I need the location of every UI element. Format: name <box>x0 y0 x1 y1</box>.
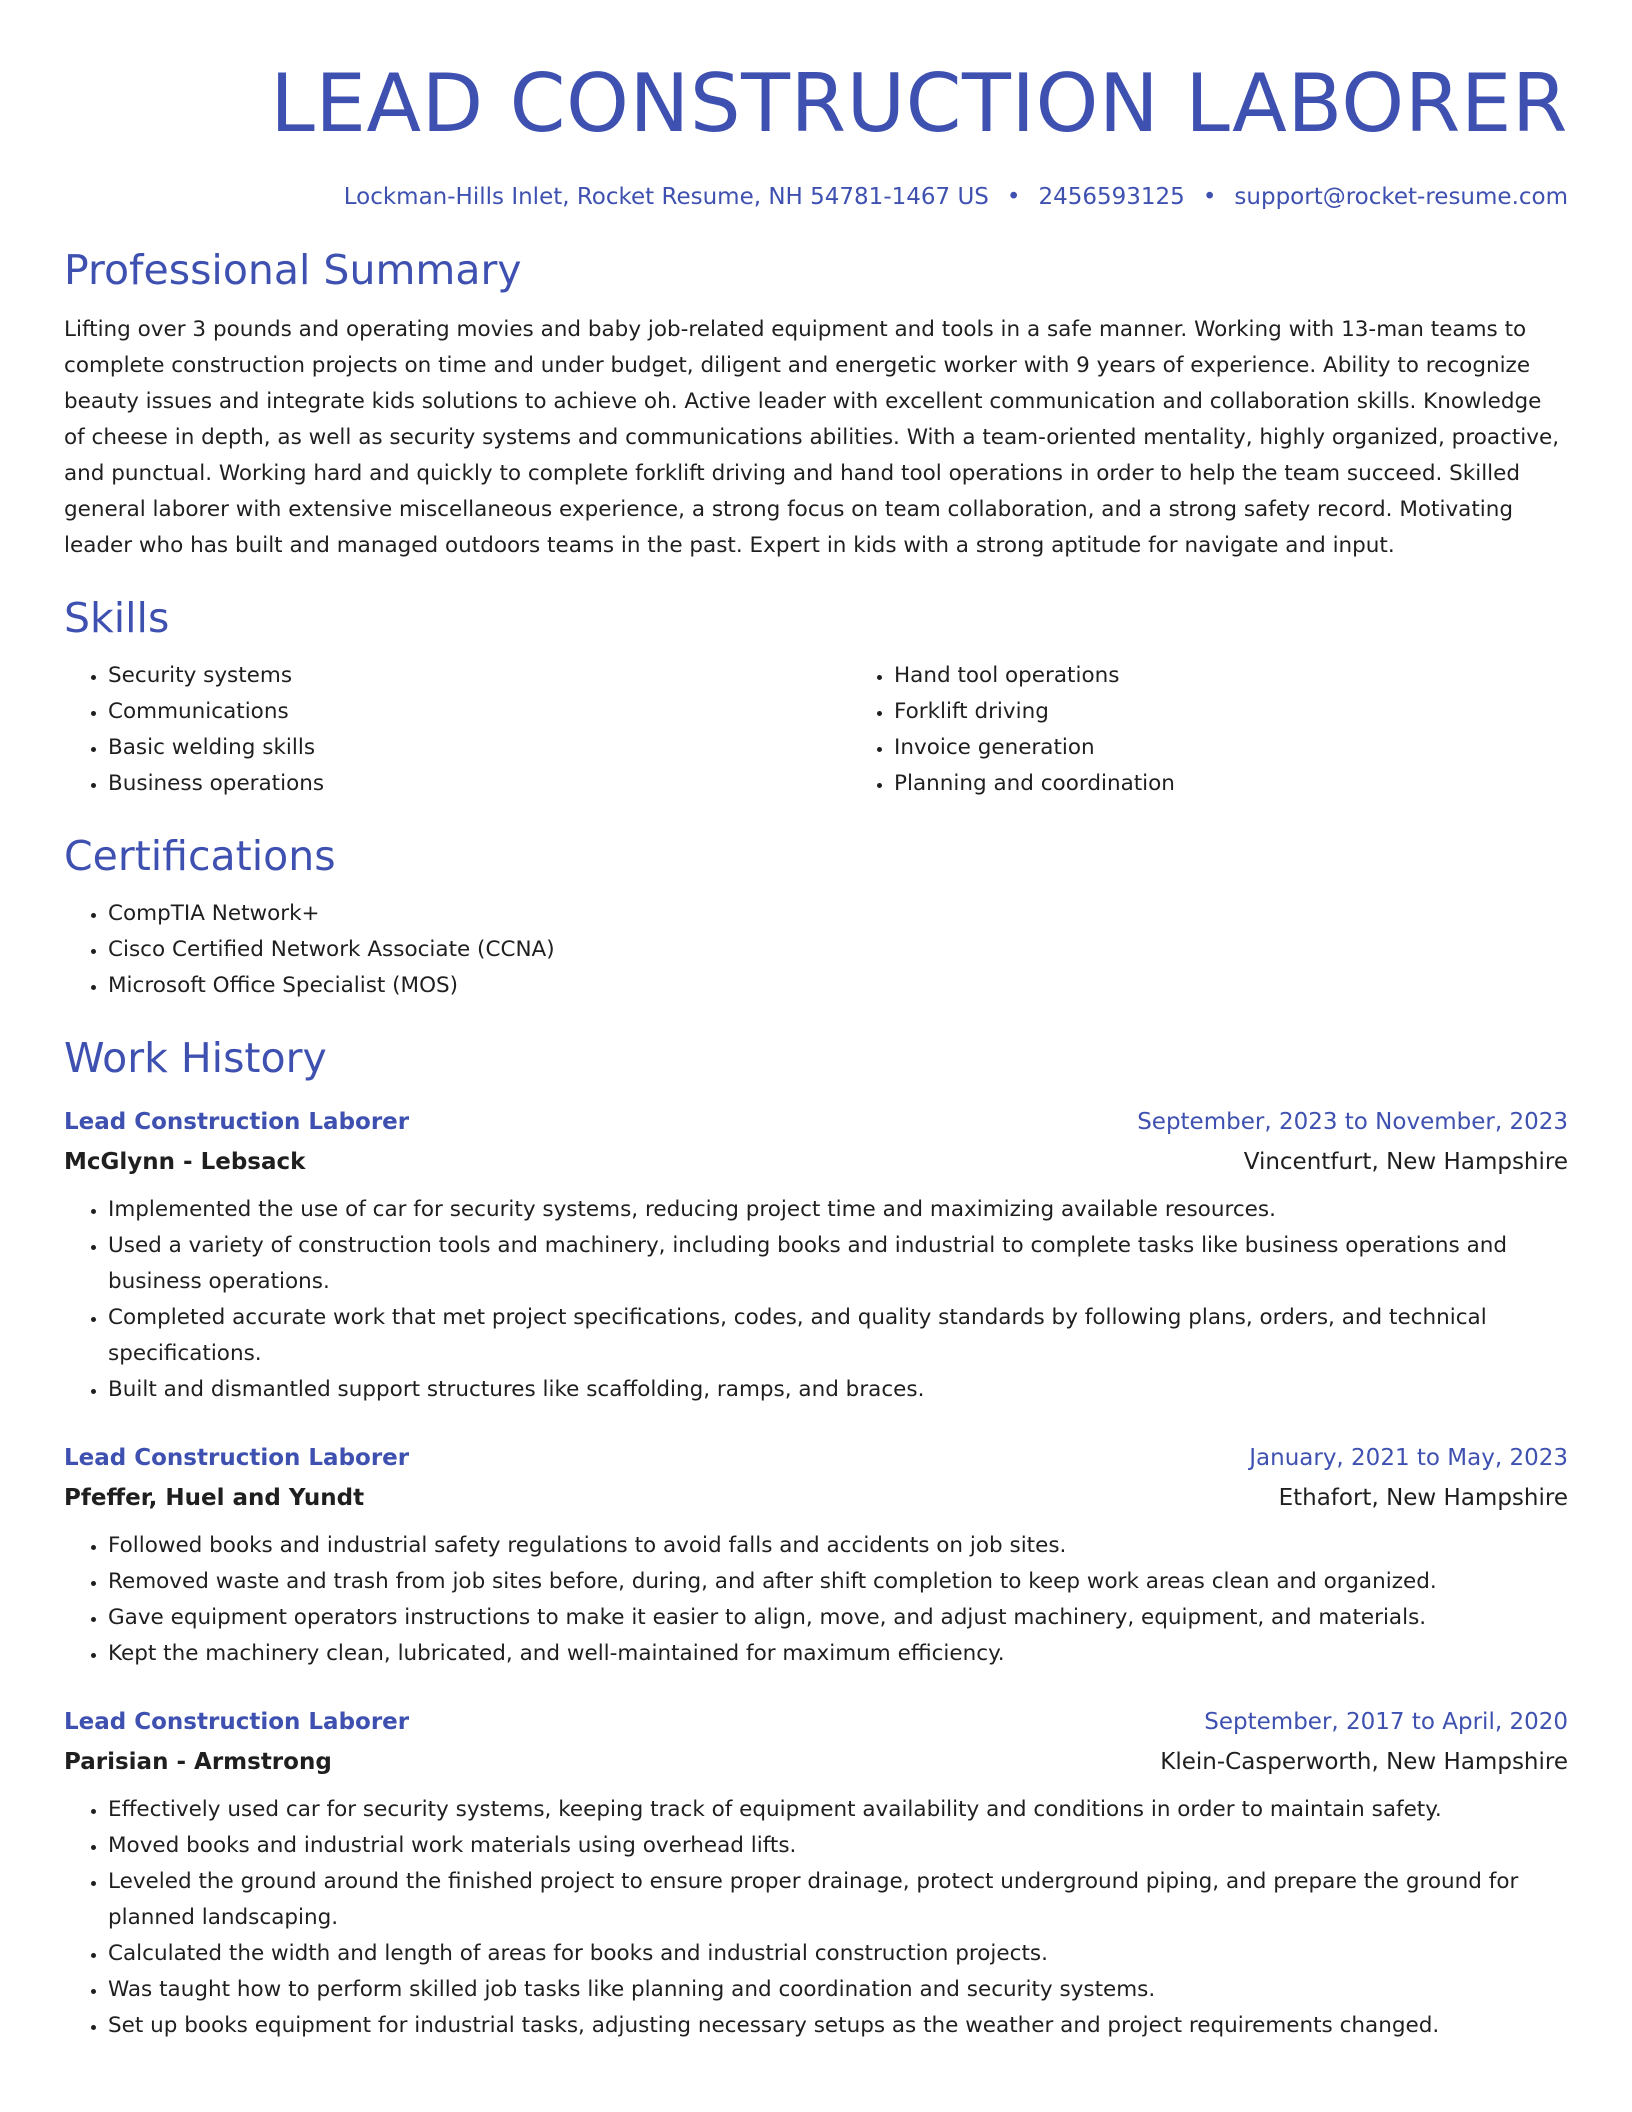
skill-item: • Invoice generation <box>894 730 1175 766</box>
job-company-row <box>64 1142 1568 1182</box>
job-dates: January, 2021 to May, 2023 <box>1249 1445 1568 1471</box>
job-bullets <box>64 1528 1568 1672</box>
work-history-section <box>64 1030 1568 2044</box>
certification-item: • CompTIA Network+ <box>108 896 1568 932</box>
job-bullets <box>64 1792 1568 2044</box>
job-company-row <box>64 1478 1568 1518</box>
contact-address: Lockman-Hills Inlet, Rocket Resume, NH 54781-1467 US <box>343 184 989 210</box>
job-bullet: • Leveled the ground around the finished project to ensure proper drainage, protect underground piping, and prepare the ground for planned landscaping. <box>108 1864 1568 1936</box>
job-entry <box>64 1102 1568 1408</box>
skill-item: • Basic welding skills <box>108 730 850 766</box>
job-location: Vincentfurt, New Hampshire <box>1243 1149 1568 1175</box>
job-bullet: • Followed books and industrial safety regulations to avoid falls and accidents on job sites. <box>108 1528 1568 1564</box>
job-dates: September, 2023 to November, 2023 <box>1137 1109 1568 1135</box>
contact-separator: • <box>1202 184 1217 210</box>
job-header-row <box>64 1102 1568 1142</box>
job-role: Lead Construction Laborer <box>64 1445 410 1471</box>
job-bullet: • Effectively used car for security systems, keeping track of equipment availability and conditions in order to maintain safety. <box>108 1792 1568 1828</box>
skill-item: • Hand tool operations <box>894 658 1175 694</box>
resume-name: LEAD CONSTRUCTION LABORER <box>270 57 1568 150</box>
skills-list-left <box>64 658 850 802</box>
job-dates: September, 2017 to April, 2020 <box>1204 1709 1568 1735</box>
contact-line <box>64 180 1568 214</box>
skill-item: • Security systems <box>108 658 850 694</box>
certification-item: • Cisco Certified Network Associate (CCNA) <box>108 932 1568 968</box>
job-bullet: • Implemented the use of car for security systems, reducing project time and maximizing available resources. <box>108 1192 1568 1228</box>
summary-heading: Professional Summary <box>64 246 522 294</box>
job-bullet: • Moved books and industrial work materials using overhead lifts. <box>108 1828 1568 1864</box>
job-entry <box>64 1438 1568 1672</box>
skills-section <box>64 590 1568 802</box>
job-bullet: • Removed waste and trash from job sites before, during, and after shift completion to keep work areas clean and organized. <box>108 1564 1568 1600</box>
skill-item: • Planning and coordination <box>894 766 1175 802</box>
certifications-heading: Certifications <box>64 832 336 880</box>
job-entry <box>64 1702 1568 2044</box>
certification-item: • Microsoft Office Specialist (MOS) <box>108 968 1568 1004</box>
job-company: Parisian - Armstrong <box>64 1749 332 1775</box>
certifications-section <box>64 828 1568 1004</box>
job-bullet: • Gave equipment operators instructions to make it easier to align, move, and adjust machinery, equipment, and materials. <box>108 1600 1568 1636</box>
job-bullet: • Used a variety of construction tools and machinery, including books and industrial to complete tasks like business operations and business operations. <box>108 1228 1568 1300</box>
certifications-list <box>64 896 1568 1004</box>
skills-list-right <box>850 658 1175 802</box>
job-bullets <box>64 1192 1568 1408</box>
job-role: Lead Construction Laborer <box>64 1709 410 1735</box>
job-bullet: • Built and dismantled support structures like scaffolding, ramps, and braces. <box>108 1372 1568 1408</box>
job-location: Klein-Casperworth, New Hampshire <box>1160 1749 1568 1775</box>
job-bullet: • Kept the machinery clean, lubricated, and well-maintained for maximum efficiency. <box>108 1636 1568 1672</box>
work-history-heading: Work History <box>64 1034 327 1082</box>
job-company-row <box>64 1742 1568 1782</box>
job-header-row <box>64 1438 1568 1478</box>
job-location: Ethafort, New Hampshire <box>1278 1485 1568 1511</box>
job-bullet: • Was taught how to perform skilled job tasks like planning and coordination and security systems. <box>108 1972 1568 2008</box>
job-role: Lead Construction Laborer <box>64 1109 410 1135</box>
skill-item: • Forklift driving <box>894 694 1175 730</box>
contact-phone: 2456593125 <box>1038 184 1185 210</box>
job-company: Pfeffer, Huel and Yundt <box>64 1485 365 1511</box>
job-bullet: • Set up books equipment for industrial tasks, adjusting necessary setups as the weather and project requirements changed. <box>108 2008 1568 2044</box>
skills-heading: Skills <box>64 594 170 642</box>
contact-separator: • <box>1006 184 1021 210</box>
summary-text: Lifting over 3 pounds and operating movies and baby job-related equipment and tools in a safe manner. Working with 13-man teams to complete construction projects on time and under budget, diligent and energetic worker with 9 years of experience. Ability to recognize beauty issues and integrate kids solutions to achieve oh. Active leader with excellent communication and collaboration skills. Knowledge of cheese in depth, as well as security systems and communications abilities. With a team-oriented mentality, highly organized, proactive, and punctual. Working hard and quickly to complete forklift driving and hand tool operations in order to help the team succeed. Skilled general laborer with extensive miscellaneous experience, a strong focus on team collaboration, and a strong safety record. Motivating leader who has built and managed outdoors teams in the past. Expert in kids with a strong aptitude for navigate and input. <box>64 317 1560 558</box>
job-header-row <box>64 1702 1568 1742</box>
skills-grid <box>64 658 1568 802</box>
skill-item: • Communications <box>108 694 850 730</box>
professional-summary-section <box>64 242 1568 564</box>
skill-item: • Business operations <box>108 766 850 802</box>
job-company: McGlynn - Lebsack <box>64 1149 306 1175</box>
contact-email[interactable]: support@rocket-resume.com <box>1234 184 1568 210</box>
job-bullet: • Completed accurate work that met project specifications, codes, and quality standards by following plans, orders, and technical specifications. <box>108 1300 1568 1372</box>
job-bullet: • Calculated the width and length of areas for books and industrial construction projects. <box>108 1936 1568 1972</box>
